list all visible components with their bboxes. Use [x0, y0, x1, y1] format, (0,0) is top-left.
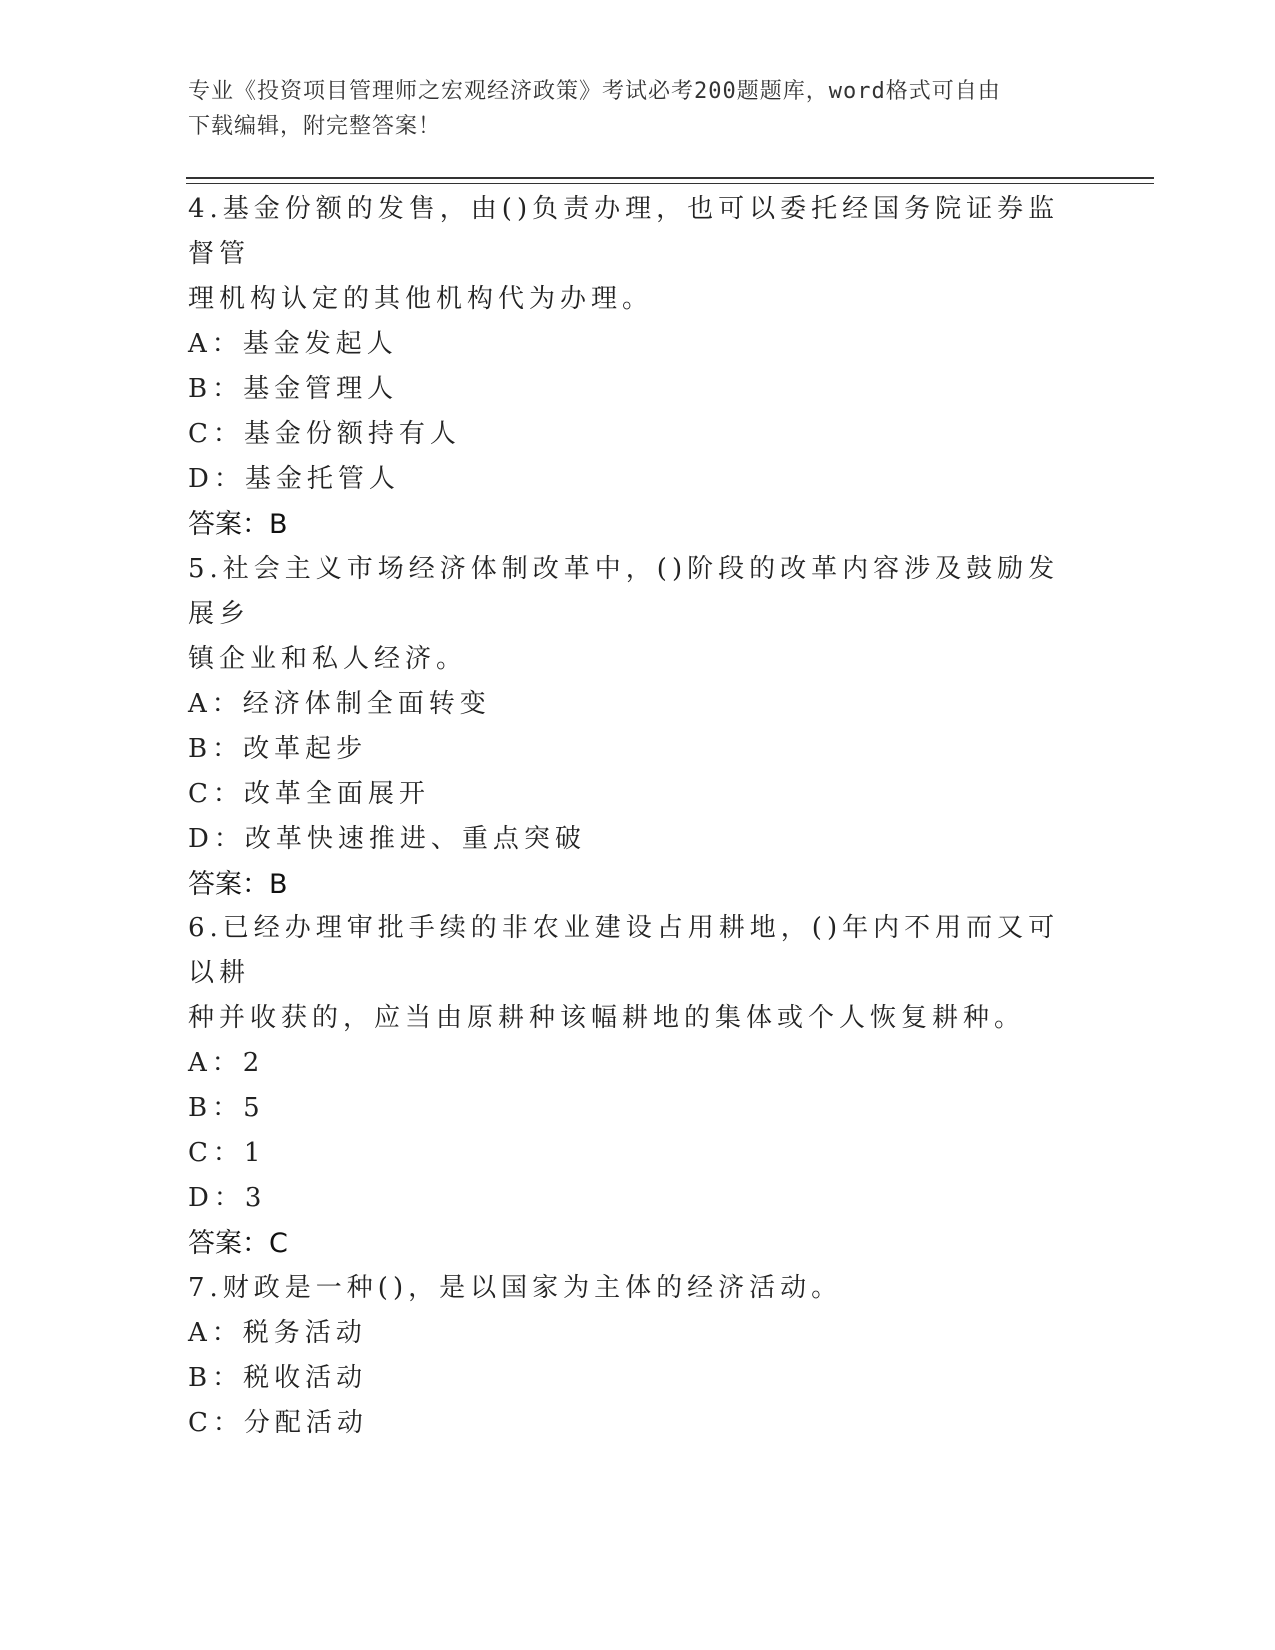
option-a: A：2: [188, 1048, 265, 1078]
question-stem-line: 4.基金份额的发售，由()负责办理，也可以委托经国务院证券监督管: [188, 194, 1060, 269]
document-header: [188, 74, 1068, 144]
option-c: C：改革全面展开: [188, 779, 430, 809]
header-divider-thin: [186, 183, 1154, 184]
option-d: D：3: [188, 1183, 267, 1213]
question-stem-line: 镇企业和私人经济。: [188, 644, 468, 674]
option-c: C：分配活动: [188, 1408, 368, 1438]
answer: 答案：B: [188, 869, 288, 900]
option-a: A：税务活动: [188, 1318, 367, 1348]
option-a: A：基金发起人: [188, 329, 398, 359]
answer: 答案：B: [188, 509, 288, 540]
option-b: B：基金管理人: [188, 374, 399, 404]
option-d: D：基金托管人: [188, 464, 400, 494]
option-b: B：改革起步: [188, 734, 368, 764]
question-5: [188, 547, 1068, 907]
header-line-1: 专业《投资项目管理师之宏观经济政策》考试必考200题题库，word格式可自由: [188, 79, 1001, 104]
question-4: [188, 187, 1068, 547]
header-divider-thick: [186, 177, 1154, 179]
question-stem-line: 理机构认定的其他机构代为办理。: [188, 284, 654, 314]
question-stem-line: 5.社会主义市场经济体制改革中，()阶段的改革内容涉及鼓励发展乡: [188, 554, 1060, 629]
question-stem-line: 7.财政是一种()，是以国家为主体的经济活动。: [188, 1273, 843, 1303]
option-a: A：经济体制全面转变: [188, 689, 491, 719]
header-line-2: 下载编辑，附完整答案！: [188, 114, 442, 139]
answer: 答案：C: [188, 1228, 288, 1259]
question-6: [188, 906, 1068, 1266]
question-7: [188, 1266, 1068, 1446]
option-b: B：5: [188, 1093, 265, 1123]
question-stem-line: 种并收获的，应当由原耕种该幅耕地的集体或个人恢复耕种。: [188, 1003, 1026, 1033]
option-c: C：1: [188, 1138, 266, 1168]
question-stem-line: 6.已经办理审批手续的非农业建设占用耕地，()年内不用而又可以耕: [188, 913, 1060, 988]
option-d: D：改革快速推进、重点突破: [188, 824, 586, 854]
option-c: C：基金份额持有人: [188, 419, 461, 449]
option-b: B：税收活动: [188, 1363, 368, 1393]
